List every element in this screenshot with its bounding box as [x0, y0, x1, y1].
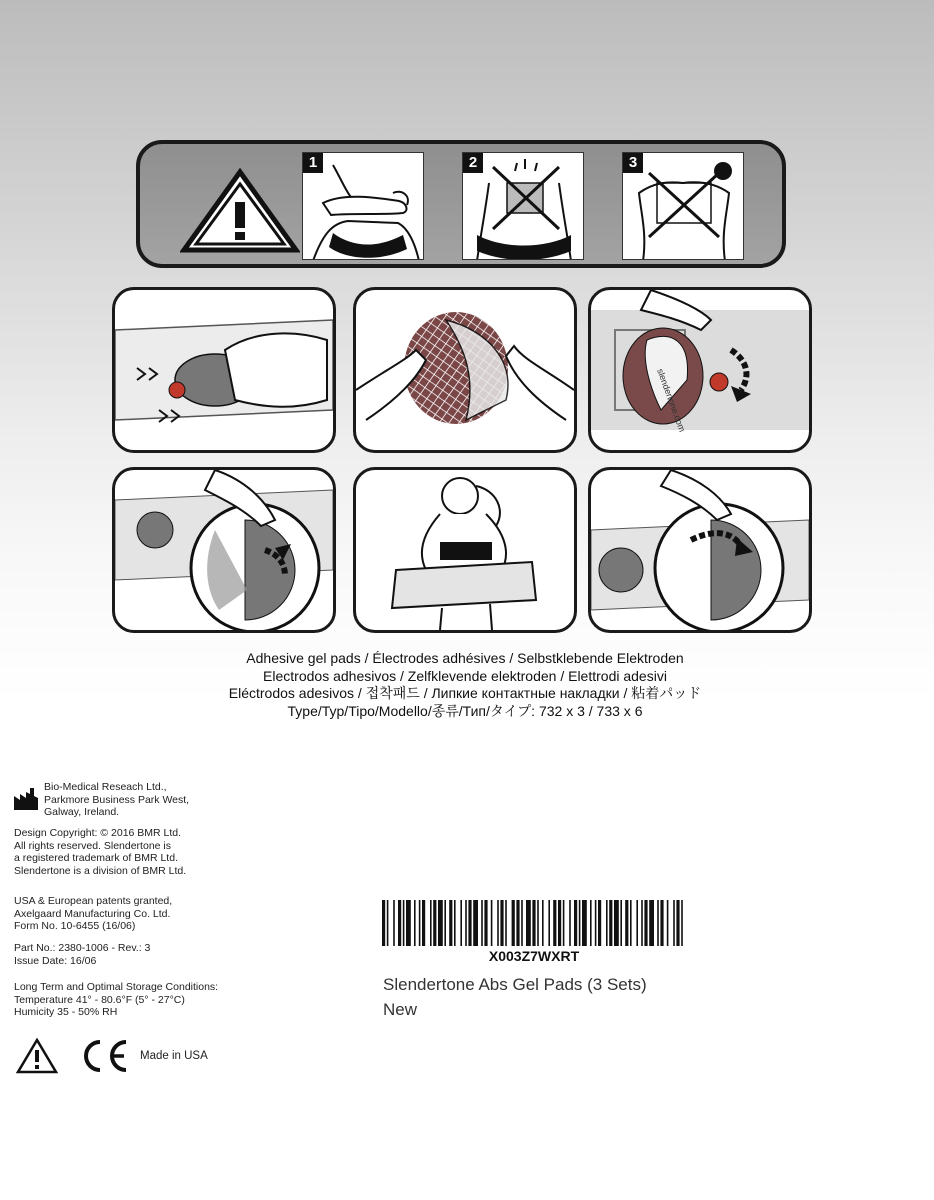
- barcode-bar: [387, 900, 389, 946]
- wrap-belt-around-waist-illustration: [356, 470, 574, 630]
- pad-brand-text: slendertone.com: [655, 367, 688, 434]
- barcode-bar: [521, 900, 523, 946]
- barcode-bar: [449, 900, 452, 946]
- copyright-line: a registered trademark of BMR Ltd.: [14, 852, 178, 865]
- barcode-bar: [636, 900, 638, 946]
- barcode-bar: [609, 900, 612, 946]
- barcode-bar: [526, 900, 531, 946]
- address-line: Galway, Ireland.: [44, 806, 120, 819]
- storage-line: Humicity 35 - 50% RH: [14, 1006, 118, 1019]
- barcode-bar: [444, 900, 446, 946]
- barcode-bar: [660, 900, 663, 946]
- patent-line: Form No. 10-6455 (16/06): [14, 920, 136, 933]
- warning-step-2: [462, 152, 584, 260]
- barcode-bar: [641, 900, 643, 946]
- instruction-panel-6: [588, 467, 812, 633]
- ce-mark-text: CE: [78, 1038, 80, 1039]
- address-line: Parkmore Business Park West,: [44, 793, 190, 806]
- warning-step-1: [302, 152, 424, 260]
- barcode-bar: [419, 900, 421, 946]
- barcode-bar: [481, 900, 483, 946]
- copyright-line: All rights reserved. Slendertone is: [14, 839, 171, 852]
- barcode-bar: [414, 900, 416, 946]
- barcode-bar: [500, 900, 503, 946]
- barcode-bar: [548, 900, 550, 946]
- barcode-bar: [393, 900, 395, 946]
- instruction-panel-3: [588, 287, 812, 453]
- barcode-bar: [403, 900, 405, 946]
- barcode: [382, 900, 686, 946]
- barcode-bar: [537, 900, 539, 946]
- warning-banner: [136, 140, 786, 268]
- issue-date: Issue Date: 16/06: [14, 954, 97, 967]
- storage-conditions: [14, 981, 218, 1019]
- barcode-bar: [433, 900, 436, 946]
- manufacturer-address: [44, 781, 189, 819]
- barcode-bar: [473, 900, 478, 946]
- barcode-number: X003Z7WXRT: [488, 948, 580, 964]
- barcode-bar: [630, 900, 632, 946]
- barcode-bar: [465, 900, 467, 946]
- press-pad-firmly-illustration: [591, 470, 809, 630]
- barcode-bar: [438, 900, 443, 946]
- barcode-bar: [598, 900, 601, 946]
- caution-icon: [16, 1038, 58, 1074]
- barcode-bar: [657, 900, 659, 946]
- caption-line: Type/Typ/Tipo/Modello/종류/Тип/タイプ: 732 x 3 / 733 x 6: [287, 702, 643, 719]
- peel-pad-film-illustration: [356, 290, 574, 450]
- instruction-panel-5: [353, 467, 577, 633]
- barcode-bar: [505, 900, 507, 946]
- barcode-bar: [673, 900, 675, 946]
- barcode-bar: [620, 900, 622, 946]
- barcode-bar: [606, 900, 608, 946]
- storage-line: Temperature 41° - 80.6°F (5° - 27°C): [14, 993, 185, 1006]
- product-condition: New: [383, 1000, 418, 1019]
- barcode-bar: [574, 900, 577, 946]
- barcode-bar: [422, 900, 425, 946]
- barcode-bar: [406, 900, 411, 946]
- barcode-bar: [512, 900, 515, 946]
- copyright-line: Design Copyright: © 2016 BMR Ltd.: [14, 827, 182, 839]
- barcode-bar: [516, 900, 519, 946]
- ce-mark-icon: [78, 1038, 130, 1074]
- instruction-panel-2: [353, 287, 577, 453]
- patent-line: USA & European patents granted,: [14, 895, 173, 907]
- barcode-bar: [532, 900, 535, 946]
- barcode-bar: [542, 900, 544, 946]
- barcode-bar: [582, 900, 587, 946]
- step-number: 1: [303, 153, 323, 173]
- barcode-bar: [563, 900, 565, 946]
- barcode-bar: [398, 900, 401, 946]
- part-number: Part No.: 2380-1006 - Rev.: 3: [14, 942, 151, 954]
- barcode-bar: [382, 900, 385, 946]
- barcode-bar: [676, 900, 679, 946]
- barcode-bar: [595, 900, 597, 946]
- instruction-panel-1: [112, 287, 336, 453]
- step-number: 3: [623, 153, 643, 173]
- barcode-bar: [625, 900, 628, 946]
- caption-line: Electrodos adhesivos / Zelfklevende elektroden / Elettrodi adesivi: [263, 667, 667, 684]
- barcode-bar: [454, 900, 456, 946]
- warning-icon: [180, 168, 300, 254]
- barcode-bar: [590, 900, 592, 946]
- barcode-bar: [491, 900, 493, 946]
- barcode-bar: [644, 900, 647, 946]
- caption-line: Eléctrodos adesivos / 접착패드 / Липкие контактные накладки / 粘着パッド: [228, 685, 702, 701]
- barcode-bar: [667, 900, 669, 946]
- part-info: [14, 942, 150, 967]
- barcode-bar: [579, 900, 581, 946]
- barcode-bar: [484, 900, 487, 946]
- patent-notice: [14, 895, 172, 933]
- step-number: 2: [463, 153, 483, 173]
- instruction-panel-4: [112, 467, 336, 633]
- manufacturer-icon: [14, 788, 38, 810]
- address-line: Bio-Medical Reseach Ltd.,: [44, 781, 167, 793]
- barcode-bar: [558, 900, 561, 946]
- caption-line: Adhesive gel pads / Électrodes adhésives / Selbstklebende Elektroden: [246, 650, 684, 666]
- product-title: Slendertone Abs Gel Pads (3 Sets): [383, 975, 647, 994]
- barcode-bar: [681, 900, 683, 946]
- barcode-bar: [430, 900, 432, 946]
- barcode-bar: [614, 900, 619, 946]
- patent-line: Axelgaard Manufacturing Co. Ltd.: [14, 907, 171, 920]
- barcode-bar: [553, 900, 556, 946]
- barcode-bar: [569, 900, 571, 946]
- pad-type-caption: [150, 650, 780, 720]
- attach-pad-to-belt-illustration: [115, 290, 333, 450]
- copyright-notice: [14, 827, 186, 877]
- made-in-label: Made in USA: [140, 1050, 208, 1062]
- place-pad-on-belt-illustration: [115, 470, 333, 630]
- remove-pad-from-sheet-illustration: [591, 290, 809, 450]
- copyright-line: Slendertone is a division of BMR Ltd.: [14, 864, 187, 877]
- warning-step-3: [622, 152, 744, 260]
- barcode-bar: [468, 900, 471, 946]
- barcode-bar: [460, 900, 462, 946]
- barcode-bar: [649, 900, 654, 946]
- barcode-bar: [497, 900, 499, 946]
- storage-line: Long Term and Optimal Storage Conditions:: [14, 981, 219, 993]
